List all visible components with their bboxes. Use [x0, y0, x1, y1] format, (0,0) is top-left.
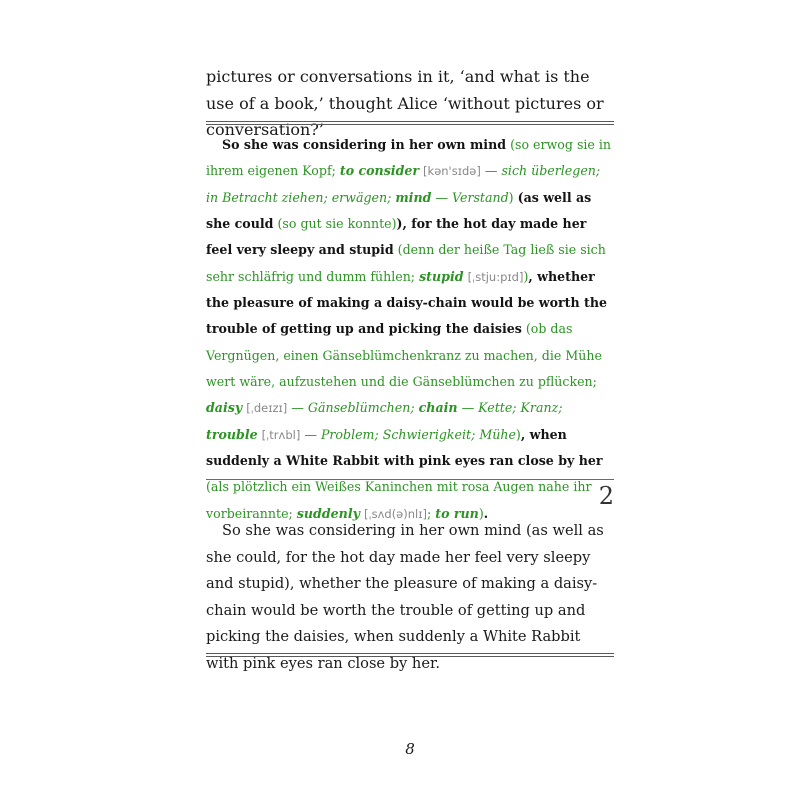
- german-gloss: ): [478, 505, 484, 521]
- vocab-definition: — Gänseblümchen;: [291, 400, 415, 416]
- pronunciation: [ˌsʌd(ə)nlɪ]: [363, 506, 427, 521]
- german-gloss: (so erwog sie in ihrem eigenen Kopf;: [206, 137, 612, 179]
- german-gloss: ): [523, 268, 529, 284]
- vocab-word: daisy: [206, 400, 243, 416]
- english-phrase: .: [483, 505, 489, 521]
- annotated-paragraph: [206, 132, 614, 527]
- pronunciation: [ˌstju:pɪd]: [467, 269, 524, 284]
- vocab-word: chain: [418, 400, 458, 416]
- vocab-word: to run: [435, 505, 479, 521]
- double-rule-bottom: [206, 653, 614, 657]
- english-phrase: ), for the hot day made her feel very sleepy and stupid: [206, 216, 587, 258]
- pronunciation: [ˌdeɪzɪ]: [246, 401, 288, 416]
- german-gloss: (ob das Vergnügen, einen Gänseblümchenkranz zu machen, die Mühe wert wäre, aufzustehen und die Gänseblümchen zu pflücken;: [206, 321, 602, 390]
- plain-paragraph: So she was considering in her own mind (as well as she could, for the hot day made her feel very sleepy and stupid), whether the pleasure of making a daisy-chain would be worth the trouble of getting up and picking the daisies, when suddenly a White Rabbit with pink eyes ran close by her.: [206, 522, 604, 672]
- english-phrase: So she was considering in her own mind: [222, 137, 507, 152]
- intro-paragraph: pictures or conversations in it, ‘and what is the use of a book,’ thought Alice ‘without pictures or conversation?’: [206, 67, 604, 139]
- vocab-word: trouble: [206, 426, 258, 442]
- german-gloss: (denn der heiße Tag ließ sie sich sehr schläfrig und dumm fühlen;: [206, 242, 606, 284]
- double-rule-top: [206, 121, 614, 125]
- pronunciation: [ˌtrʌbl]: [261, 427, 301, 442]
- divider-rule: [206, 479, 614, 480]
- vocab-definition: — Kette; Kranz;: [461, 400, 563, 416]
- german-gloss: ;: [427, 505, 432, 521]
- german-gloss: (als plötzlich ein Weißes Kaninchen mit rosa Augen nahe ihr vorbeirannte;: [206, 479, 592, 521]
- german-gloss: ): [508, 189, 514, 205]
- vocab-word: suddenly: [296, 505, 360, 521]
- german-gloss: ): [515, 426, 521, 442]
- english-phrase: (as well as she could: [206, 189, 592, 232]
- vocab-definition: — sich überlegen; in Betracht ziehen; erwägen;: [206, 163, 601, 205]
- german-gloss: (so gut sie konnte): [277, 216, 397, 232]
- vocab-word: to consider: [339, 163, 420, 179]
- page-number: 8: [405, 740, 415, 758]
- vocab-word: stupid: [419, 268, 464, 284]
- book-page: [206, 0, 614, 800]
- section-number: 2: [598, 482, 614, 510]
- pronunciation: [kən'sɪdə]: [423, 164, 481, 179]
- english-phrase: , whether the pleasure of making a daisy-chain would be worth the trouble of getting up and picking the daisies: [206, 268, 607, 337]
- english-phrase: , when suddenly a White Rabbit with pink eyes ran close by her: [206, 426, 603, 469]
- vocab-definition: — Problem; Schwierigkeit; Mühe: [304, 426, 516, 442]
- vocab-word: mind: [395, 189, 432, 205]
- vocab-definition: — Verstand: [435, 189, 509, 205]
